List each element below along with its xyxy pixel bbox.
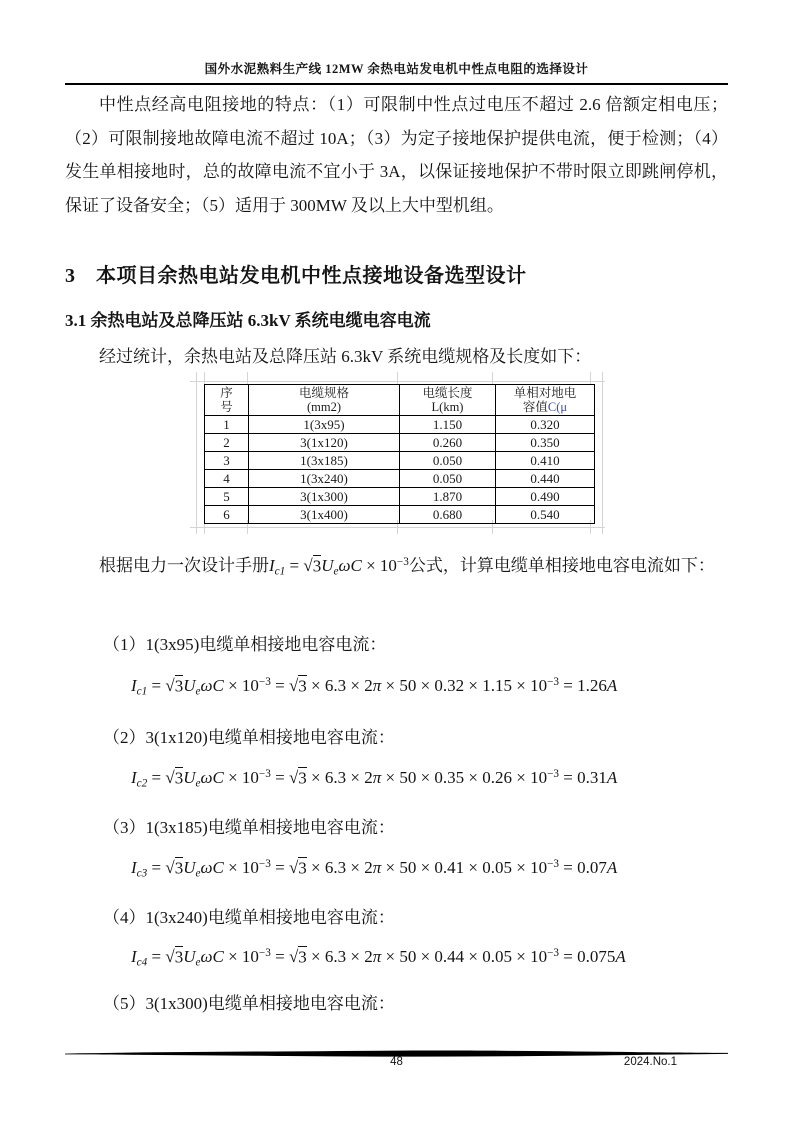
math-token: = bbox=[147, 768, 166, 788]
math-token: × 6.3 × 2 bbox=[306, 858, 373, 878]
math-token: c4 bbox=[136, 956, 148, 969]
table-header-cell bbox=[249, 385, 400, 416]
math-token: I bbox=[131, 858, 137, 878]
header-text: 容值 bbox=[522, 400, 548, 414]
table-cell: 1 bbox=[205, 416, 249, 434]
math-token: × 10 bbox=[223, 858, 259, 878]
math-token: U bbox=[183, 676, 196, 696]
subsection-heading-3-1: 3.1 余热电站及总降压站 6.3kV 系统电缆电容电流 bbox=[65, 311, 431, 330]
math-token: √3 bbox=[288, 947, 307, 967]
math-token: = bbox=[147, 947, 166, 967]
excel-gridline bbox=[590, 372, 591, 384]
math-token: e bbox=[195, 685, 201, 698]
math-token: A bbox=[606, 676, 618, 696]
body-paragraph-cable-statistics: 经过统计，余热电站及总降压站 6.3kV 系统电缆规格及长度如下： bbox=[99, 347, 592, 366]
table-cell: 0.050 bbox=[400, 452, 496, 470]
table-header-line: (mm2) bbox=[306, 400, 342, 414]
cable-table-zone bbox=[190, 372, 605, 534]
list-item-5-label: （5）3(1x300)电缆单相接地电容电流： bbox=[103, 994, 395, 1013]
excel-gridline bbox=[397, 372, 398, 384]
table-row bbox=[205, 506, 595, 524]
equation-4 bbox=[131, 947, 626, 969]
table-row bbox=[205, 434, 595, 452]
math-token: √3 bbox=[165, 676, 184, 696]
cable-table bbox=[204, 384, 595, 524]
math-token: 公式，计算电缆单相接地电容电流如下： bbox=[408, 556, 715, 576]
table-cell: 6 bbox=[205, 506, 249, 524]
math-token: e bbox=[195, 956, 201, 969]
math-token: × 6.3 × 2 bbox=[306, 947, 373, 967]
footer-page-number: 48 bbox=[390, 1056, 403, 1068]
table-header-cell bbox=[400, 385, 496, 416]
header-unit-text: C(μ bbox=[547, 400, 568, 414]
table-header-line: 号 bbox=[220, 400, 233, 414]
math-token: A bbox=[606, 858, 618, 878]
table-header-cell bbox=[205, 385, 249, 416]
math-token: = 1.26 bbox=[559, 676, 607, 696]
math-token: π bbox=[372, 947, 382, 967]
math-token: × 10 bbox=[223, 676, 259, 696]
equation-3 bbox=[131, 858, 617, 880]
math-token: c3 bbox=[136, 867, 148, 880]
equation-1 bbox=[131, 676, 617, 698]
math-token: √3 bbox=[288, 768, 307, 788]
math-token: I bbox=[131, 768, 137, 788]
math-token: √3 bbox=[165, 947, 184, 967]
table-cell: 1(3x95) bbox=[249, 416, 400, 434]
math-token: U bbox=[183, 768, 196, 788]
math-token: −3 bbox=[396, 556, 409, 568]
table-cell: 0.260 bbox=[400, 434, 496, 452]
table-header-line: 电缆规格 bbox=[298, 386, 349, 400]
math-token: ωC bbox=[200, 947, 224, 967]
table-header-row bbox=[205, 385, 595, 416]
table-cell: 0.410 bbox=[496, 452, 595, 470]
equation-2 bbox=[131, 768, 617, 790]
list-item-2-label: （2）3(1x120)电缆单相接地电容电流： bbox=[103, 728, 395, 747]
math-token: I bbox=[131, 676, 137, 696]
math-token: × 10 bbox=[223, 768, 259, 788]
math-token: −3 bbox=[547, 947, 560, 959]
math-token: π bbox=[372, 858, 382, 878]
excel-gridline bbox=[204, 372, 205, 384]
math-token: π bbox=[372, 768, 382, 788]
math-token: × 6.3 × 2 bbox=[306, 676, 373, 696]
table-header-line: L(km) bbox=[431, 400, 464, 414]
math-token: = bbox=[270, 676, 289, 696]
running-header-title: 国外水泥熟料生产线 12MW 余热电站发电机中性点电阻的选择设计 bbox=[204, 62, 589, 76]
cable-table-head bbox=[205, 385, 595, 416]
math-token: = bbox=[285, 556, 304, 576]
table-cell: 1.870 bbox=[400, 488, 496, 506]
excel-gridline bbox=[247, 372, 248, 384]
table-cell: 3(1x120) bbox=[249, 434, 400, 452]
table-cell: 1(3x240) bbox=[249, 470, 400, 488]
math-token: = bbox=[270, 947, 289, 967]
table-row bbox=[205, 488, 595, 506]
math-token: = 0.075 bbox=[559, 947, 616, 967]
math-token: × 6.3 × 2 bbox=[306, 768, 373, 788]
page-content bbox=[65, 0, 728, 1122]
math-token: √3 bbox=[165, 768, 184, 788]
table-header-line bbox=[496, 400, 594, 414]
math-token: −3 bbox=[258, 858, 271, 870]
table-cell: 0.320 bbox=[496, 416, 595, 434]
math-token: I bbox=[269, 556, 275, 576]
math-token: U bbox=[183, 947, 196, 967]
math-token: √3 bbox=[165, 858, 184, 878]
table-header-line: 电缆长度 bbox=[422, 386, 473, 400]
cable-table-body bbox=[205, 416, 595, 524]
table-cell: 3 bbox=[205, 452, 249, 470]
math-token: ωC bbox=[200, 858, 224, 878]
footer-issue-label: 2024.No.1 bbox=[623, 1056, 677, 1068]
math-token: I bbox=[131, 947, 137, 967]
list-item-3-label: （3）1(3x185)电缆单相接地电容电流： bbox=[103, 818, 395, 837]
table-cell: 1(3x185) bbox=[249, 452, 400, 470]
table-cell: 0.540 bbox=[496, 506, 595, 524]
math-token: × 10 bbox=[361, 556, 397, 576]
math-token: √3 bbox=[288, 858, 307, 878]
table-row bbox=[205, 470, 595, 488]
math-token: c1 bbox=[136, 685, 148, 698]
table-cell: 0.680 bbox=[400, 506, 496, 524]
math-token: ωC bbox=[200, 768, 224, 788]
excel-gridline bbox=[602, 372, 603, 534]
math-token: A bbox=[615, 947, 626, 967]
math-token: = 0.07 bbox=[559, 858, 607, 878]
math-token: c1 bbox=[274, 565, 286, 578]
math-token: = bbox=[147, 676, 166, 696]
body-paragraph-neutral-point-features: 中性点经高电阻接地的特点：（1）可限制中性点过电压不超过 2.6 倍额定相电压；（2）可限制接地故障电流不超过 10A；（3）为定子接地保护提供电流，便于检测；（4）发生单相接地时，总的故障电流不宜小于 3A，以保证接地保护不带时限立即跳闸停机，保证了设备安全；（5）适用于 300MW 及以上大中型机组。 bbox=[65, 95, 728, 215]
table-cell: 0.440 bbox=[496, 470, 595, 488]
table-row bbox=[205, 452, 595, 470]
math-token: ωC bbox=[338, 556, 362, 576]
math-token: √3 bbox=[288, 676, 307, 696]
math-token: e bbox=[195, 867, 201, 880]
table-cell: 4 bbox=[205, 470, 249, 488]
list-item-1-label: （1）1(3x95)电缆单相接地电容电流： bbox=[103, 635, 387, 654]
math-token: −3 bbox=[547, 858, 560, 870]
math-token: −3 bbox=[258, 947, 271, 959]
math-token: × 50 × 0.32 × 1.15 × 10 bbox=[381, 676, 548, 696]
math-token: = 0.31 bbox=[559, 768, 607, 788]
math-token: = bbox=[270, 858, 289, 878]
math-token: e bbox=[195, 777, 201, 790]
table-row bbox=[205, 416, 595, 434]
math-token: e bbox=[333, 565, 339, 578]
table-cell: 0.490 bbox=[496, 488, 595, 506]
math-token: 根据电力一次设计手册 bbox=[99, 556, 269, 576]
math-token: π bbox=[372, 676, 382, 696]
math-token: √3 bbox=[303, 556, 322, 576]
section-heading-3: 3 本项目余热电站发电机中性点接地设备选型设计 bbox=[65, 265, 527, 287]
math-token: c2 bbox=[136, 777, 148, 790]
math-token: A bbox=[606, 768, 618, 788]
math-token: × 10 bbox=[223, 947, 259, 967]
math-token: −3 bbox=[547, 676, 560, 688]
excel-gridline bbox=[196, 372, 197, 534]
table-header-line: 序 bbox=[220, 386, 233, 400]
table-cell: 3(1x400) bbox=[249, 506, 400, 524]
math-token: × 50 × 0.35 × 0.26 × 10 bbox=[381, 768, 548, 788]
math-token: −3 bbox=[258, 676, 271, 688]
table-cell: 5 bbox=[205, 488, 249, 506]
math-token: × 50 × 0.41 × 0.05 × 10 bbox=[381, 858, 548, 878]
table-cell: 2 bbox=[205, 434, 249, 452]
math-token: = bbox=[147, 858, 166, 878]
table-cell: 3(1x300) bbox=[249, 488, 400, 506]
math-token: × 50 × 0.44 × 0.05 × 10 bbox=[381, 947, 548, 967]
math-token: ωC bbox=[200, 676, 224, 696]
math-token: −3 bbox=[258, 768, 271, 780]
table-cell: 1.150 bbox=[400, 416, 496, 434]
header-rule bbox=[65, 83, 728, 85]
math-token: −3 bbox=[547, 768, 560, 780]
table-header-line: 单相对地电 bbox=[513, 386, 577, 400]
excel-gridline bbox=[492, 372, 493, 384]
table-cell: 0.350 bbox=[496, 434, 595, 452]
table-cell: 0.050 bbox=[400, 470, 496, 488]
table-header-cell bbox=[496, 385, 595, 416]
formula-intro-paragraph bbox=[65, 541, 728, 594]
math-token: U bbox=[183, 858, 196, 878]
math-token: U bbox=[321, 556, 334, 576]
math-token: = bbox=[270, 768, 289, 788]
list-item-4-label: （4）1(3x240)电缆单相接地电容电流： bbox=[103, 908, 395, 927]
